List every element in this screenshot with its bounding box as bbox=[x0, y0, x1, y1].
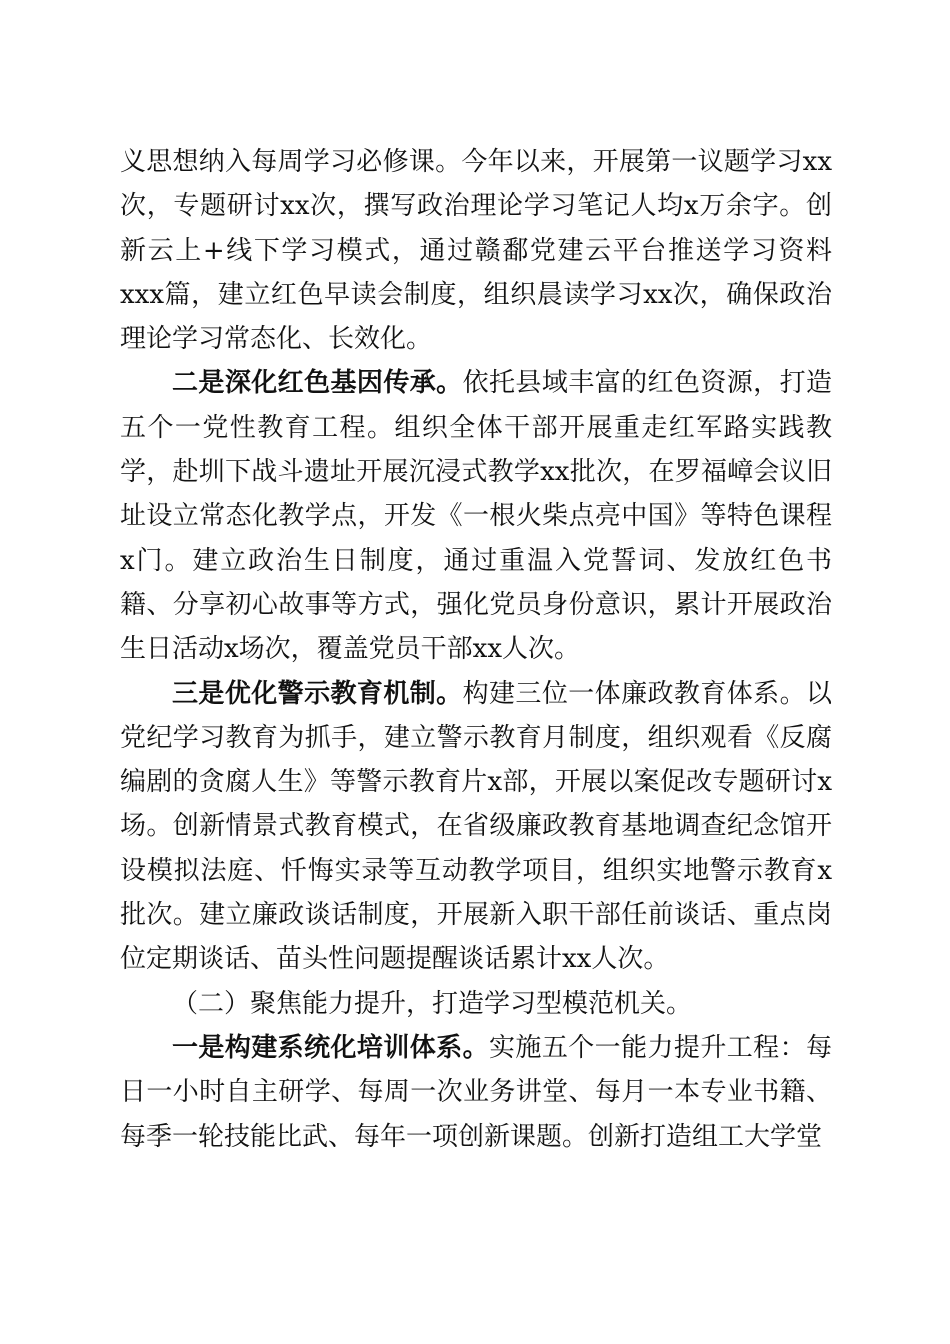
document-body bbox=[120, 140, 832, 1159]
paragraph-warning-education bbox=[120, 672, 832, 982]
paragraph-text: 构建三位一体廉政教育体系。以党纪学习教育为抓手，建立警示教育月制度，组织观看《反腐编剧的贪腐人生》等警示教育片x部，开展以案促改专题研讨x场。创新情景式教育模式，在省级廉政教育基地调查纪念馆开设模拟法庭、忏悔实录等互动教学项目，组织实地警示教育x批次。建立廉政谈话制度，开展新入职干部任前谈话、重点岗位定期谈话、苗头性问题提醒谈话累计xx人次。 bbox=[120, 678, 832, 975]
paragraph-lead: 一是构建系统化培训体系。 bbox=[172, 1032, 489, 1063]
paragraph-text: 依托县域丰富的红色资源，打造五个一党性教育工程。组织全体干部开展重走红军路实践教学，赴圳下战斗遗址开展沉浸式教学xx批次，在罗福嶂会议旧址设立常态化教学点，开发《一根火柴点亮中国》等特色课程x门。建立政治生日制度，通过重温入党誓词、发放红色书籍、分享初心故事等方式，强化党员身份意识，累计开展政治生日活动x场次，覆盖党员干部xx人次。 bbox=[120, 368, 832, 665]
paragraph-lead: 二是深化红色基因传承。 bbox=[172, 368, 463, 399]
paragraph-red-gene bbox=[120, 361, 832, 671]
paragraph-lead: 三是优化警示教育机制。 bbox=[172, 678, 463, 709]
paragraph-training-system bbox=[120, 1026, 832, 1159]
paragraph-text: 实施五个一能力提升工程：每日一小时自主研学、每周一次业务讲堂、每月一本专业书籍、每季一轮技能比武、每年一项创新课题。创新打造组工大学堂 bbox=[120, 1032, 832, 1152]
paragraph-continued bbox=[120, 140, 832, 361]
paragraph-text: 义思想纳入每周学习必修课。今年以来，开展第一议题学习xx次，专题研讨xx次，撰写政治理论学习笔记人均x万余字。创新云上+线下学习模式，通过赣鄱党建云平台推送学习资料xxx篇，建立红色早读会制度，组织晨读学习xx次，确保政治理论学习常态化、长效化。 bbox=[120, 147, 832, 355]
section-heading: （二）聚焦能力提升，打造学习型模范机关。 bbox=[172, 988, 693, 1019]
